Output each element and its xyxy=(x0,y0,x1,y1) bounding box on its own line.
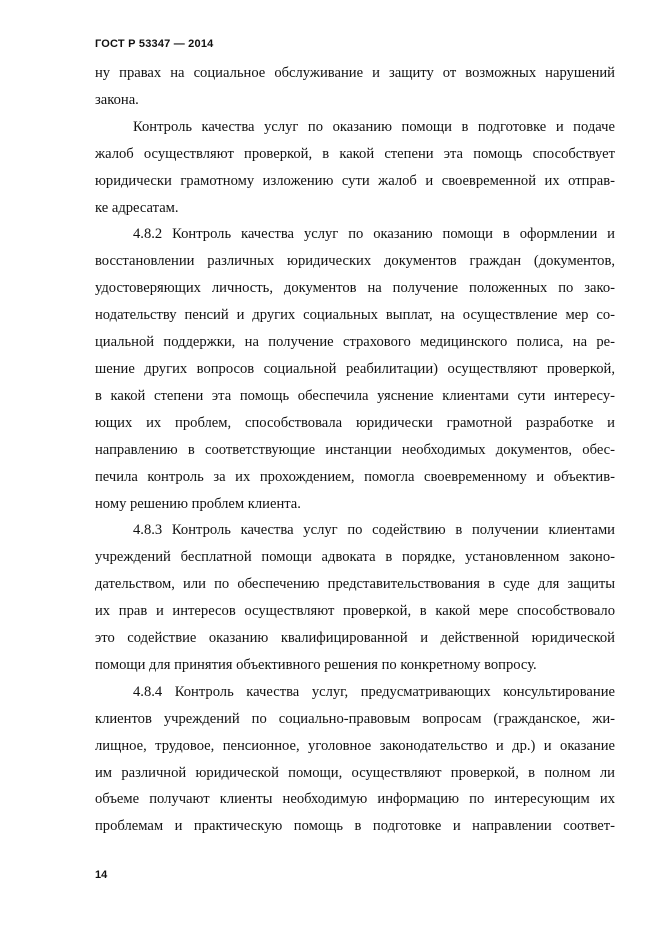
text-line: дательством, или по обеспечению представительствования в суде для защиты xyxy=(95,576,615,593)
text-line: циальной поддержки, на получение страхового медицинского полиса, на ре- xyxy=(95,334,615,351)
clause-4-8-4-line xyxy=(95,813,615,840)
text-line: печила контроль за их прохождением, помогла своевременному и объектив- xyxy=(95,468,615,485)
text-line: ке адресатам. xyxy=(95,199,179,216)
text-line: восстановлении различных юридических документов граждан (документов, xyxy=(95,253,615,270)
document-body xyxy=(95,60,615,840)
text-line: учреждений бесплатной помощи адвоката в порядке, установленном законо- xyxy=(95,549,615,566)
clause-4-8-3-line xyxy=(95,544,615,571)
text-line: ну правах на социальное обслуживание и защиту от возможных нарушений xyxy=(95,65,615,81)
paragraph-continuation xyxy=(95,60,615,87)
clause-4-8-3 xyxy=(95,517,615,544)
text-line: им различной юридической помощи, осуществляют проверкой, в полном ли xyxy=(95,764,615,781)
clause-4-8-2-line xyxy=(95,329,615,356)
text-line: направлению в соответствующие инстанции необходимых документов, обес- xyxy=(95,441,615,458)
clause-4-8-4-line xyxy=(95,706,615,733)
text-line: это содействие оказанию квалифицированной и действенной юридической xyxy=(95,630,615,647)
paragraph-complaints-end xyxy=(95,195,615,222)
text-line: юридически грамотному изложению сути жалоб и своевременной их отправ- xyxy=(95,172,615,189)
clause-4-8-4-line xyxy=(95,760,615,787)
clause-4-8-2-line xyxy=(95,410,615,437)
clause-4-8-2-line xyxy=(95,275,615,302)
clause-4-8-3-line xyxy=(95,598,615,625)
text-line: 4.8.4 Контроль качества услуг, предусматривающих консультирование xyxy=(133,683,615,700)
clause-4-8-2-line xyxy=(95,464,615,491)
text-line: шение других вопросов социальной реабилитации) осуществляют проверкой, xyxy=(95,360,615,377)
clause-4-8-2-line xyxy=(95,302,615,329)
text-line: проблемам и практическую помощь в подготовке и направлении соответ- xyxy=(95,818,615,835)
text-line: удостоверяющих личность, документов на получение положенных по зако- xyxy=(95,280,615,297)
clause-4-8-4-line xyxy=(95,733,615,760)
clause-4-8-2-end xyxy=(95,491,615,518)
text-line: помощи для принятия объективного решения по конкретному вопросу. xyxy=(95,656,537,673)
clause-4-8-2-line xyxy=(95,356,615,383)
paragraph-complaints xyxy=(95,114,615,141)
paragraph-complaints-line xyxy=(95,168,615,195)
text-line: их прав и интересов осуществляют проверкой, в какой мере способствовало xyxy=(95,603,615,620)
document-header xyxy=(95,38,213,50)
clause-4-8-2 xyxy=(95,221,615,248)
clause-4-8-4-line xyxy=(95,786,615,813)
text-line: нодательству пенсий и других социальных выплат, на осуществление мер со- xyxy=(95,307,615,324)
clause-4-8-2-line xyxy=(95,437,615,464)
text-line: лищное, трудовое, пенсионное, уголовное законодательство и др.) и оказание xyxy=(95,737,615,754)
page-number xyxy=(95,869,107,881)
text-line: жалоб осуществляют проверкой, в какой степени эта помощь способствует xyxy=(95,145,615,162)
paragraph-complaints-line xyxy=(95,141,615,168)
text-line: закона. xyxy=(95,91,139,108)
standard-designation: ГОСТ Р 53347 — 2014 xyxy=(95,38,214,50)
clause-4-8-3-line xyxy=(95,571,615,598)
text-line: ющих их проблем, способствовала юридически грамотной разработке и xyxy=(95,414,615,431)
clause-4-8-4 xyxy=(95,679,615,706)
paragraph-continuation-end xyxy=(95,87,615,114)
clause-4-8-3-end xyxy=(95,652,615,679)
clause-4-8-2-line xyxy=(95,383,615,410)
text-line: ному решению проблем клиента. xyxy=(95,495,301,512)
text-line: клиентов учреждений по социально-правовым вопросам (гражданское, жи- xyxy=(95,710,615,727)
text-line: в какой степени эта помощь обеспечила уяснение клиентами сути интересу- xyxy=(95,387,615,404)
page-number-value: 14 xyxy=(95,869,108,881)
clause-4-8-2-line xyxy=(95,248,615,275)
clause-4-8-3-line xyxy=(95,625,615,652)
text-line: 4.8.2 Контроль качества услуг по оказанию помощи в оформлении и xyxy=(133,226,615,243)
text-line: Контроль качества услуг по оказанию помощи в подготовке и подаче xyxy=(133,118,615,135)
text-line: объеме получают клиенты необходимую информацию по интересующим их xyxy=(95,791,615,808)
text-line: 4.8.3 Контроль качества услуг по содействию в получении клиентами xyxy=(133,522,615,539)
